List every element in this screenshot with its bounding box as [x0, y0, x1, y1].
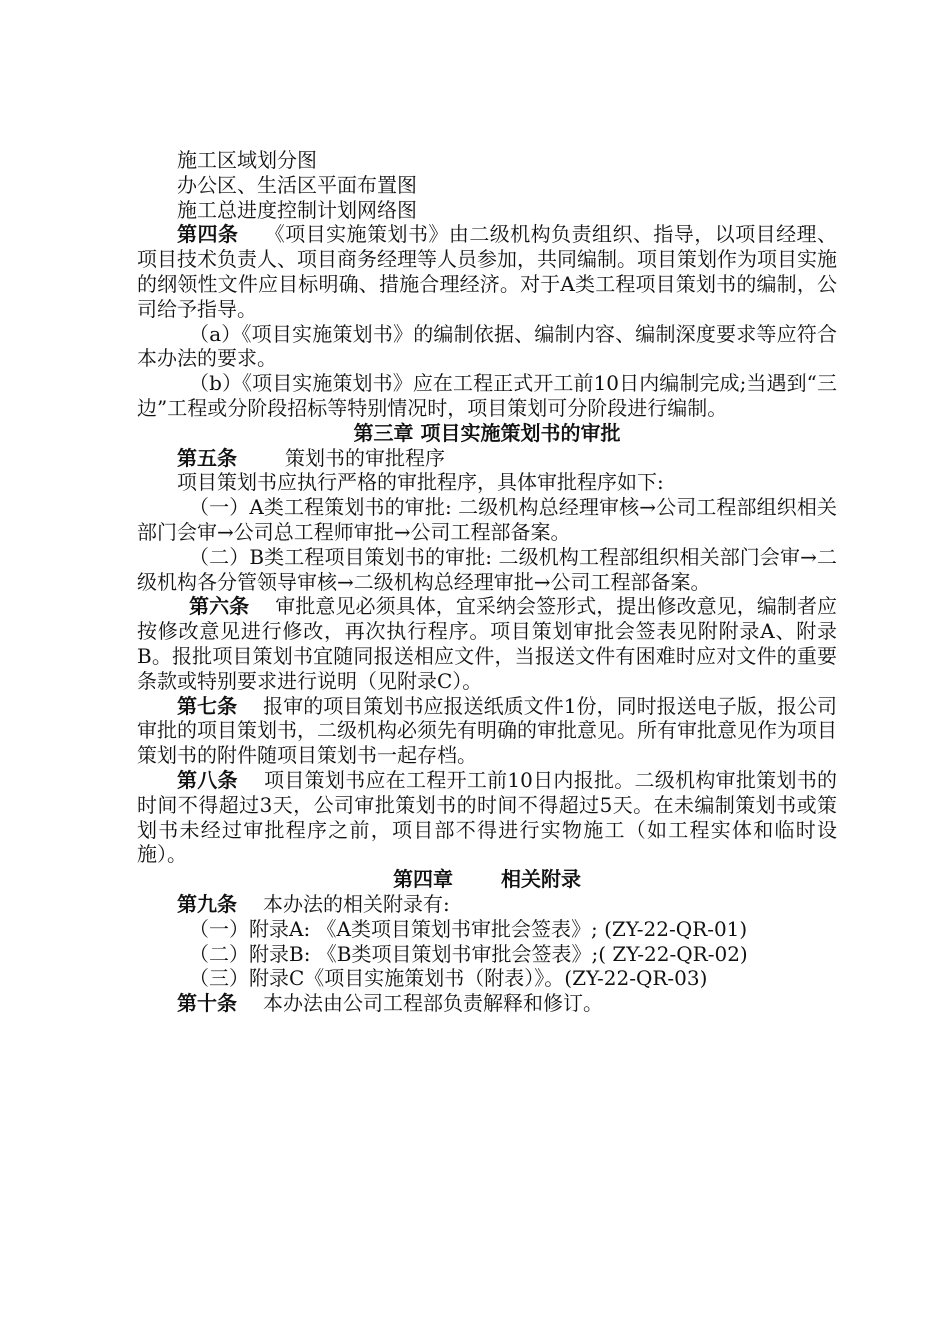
article-5 [137, 446, 837, 471]
article-5-text: 策划书的审批程序 [285, 445, 445, 470]
article-6-label: 第六条 [189, 594, 250, 619]
article-7-text: 报审的项目策划书应报送纸质文件1份，同时报送电子版，报公司审批的项目策划书，二级机构必须先有明确的审批意见。所有审批意见作为项目策划书的附件随项目策划书一起存档。 [137, 693, 837, 768]
chapter-4-heading [137, 867, 837, 892]
article-8 [137, 768, 837, 867]
article-7 [137, 694, 837, 768]
document-page [137, 148, 837, 1016]
list-line-office-layout: 办公区、生活区平面布置图 [177, 172, 417, 197]
article-10-label: 第十条 [177, 991, 237, 1016]
article-5-item-2: （二）B类工程项目策划书的审批: 二级机构工程部组织相关部门会审→二级机构各分管领导审核→二级机构总经理审批→公司工程部备案。 [137, 544, 837, 594]
article-9 [137, 892, 837, 917]
article-4-label: 第四条 [177, 222, 239, 247]
appendix-a-line: （一）附录A: 《A类项目策划书审批会签表》; (ZY-22-QR-01) [189, 916, 748, 941]
article-4-item-a: （a）《项目实施策划书》的编制依据、编制内容、编制深度要求等应符合本办法的要求。 [137, 321, 837, 371]
article-4-text: 《项目实施策划书》由二级机构负责组织、指导，以项目经理、项目技术负责人、项目商务经理等人员参加，共同编制。项目策划作为项目实施的纲领性文件应目标明确、措施合理经济。对于A类工程项目策划书的编制，公司给予指导。 [137, 222, 838, 321]
article-9-text: 本办法的相关附录有: [263, 891, 450, 916]
article-5-item-1: （一）A类工程策划书的审批: 二级机构总经理审核→公司工程部组织相关部门会审→公司总工程师审批→公司工程部备案。 [137, 495, 837, 544]
article-4-item-b: （b）《项目实施策划书》应在工程正式开工前10日内编制完成;当遇到“三边”工程或分阶段招标等特别情况时，项目策划可分阶段进行编制。 [137, 371, 837, 420]
article-10-text: 本办法由公司工程部负责解释和修订。 [263, 991, 603, 1016]
list-line-zone-plan: 施工区域划分图 [177, 148, 317, 172]
list-line-schedule-network: 施工总进度控制计划网络图 [177, 197, 417, 222]
article-4 [137, 222, 837, 321]
article-8-text: 项目策划书应在工程开工前10日内报批。二级机构审批策划书的时间不得超过3天，公司审批策划书的时间不得超过5天。在未编制策划书或策划书未经过审批程序之前，项目部不得进行实物施工（如工程实体和临时设施）。 [137, 767, 837, 867]
article-6 [137, 594, 837, 693]
article-6-text: 审批意见必须具体，宜采纳会签形式，提出修改意见，编制者应按修改意见进行修改，再次执行程序。项目策划审批会签表见附附录A、附录B。报批项目策划书宜随同报送相应文件，当报送文件有困难时应对文件的重要条款或特别要求进行说明（见附录C）。 [137, 594, 838, 693]
article-5-intro: 项目策划书应执行严格的审批程序，具体审批程序如下: [177, 470, 664, 495]
article-5-label: 第五条 [177, 445, 237, 470]
appendix-c-line: （三）附录C《项目实施策划书（附表）》。(ZY-22-QR-03) [189, 966, 708, 991]
article-9-label: 第九条 [177, 891, 237, 916]
appendix-b-line: （二）附录B: 《B类项目策划书审批会签表》;( ZY-22-QR-02) [189, 941, 748, 966]
article-8-label: 第八条 [177, 767, 238, 792]
chapter-3-heading: 第三章 项目实施策划书的审批 [353, 420, 621, 445]
chapter-4-number: 第四章 [393, 867, 453, 892]
chapter-4-title: 相关附录 [501, 867, 581, 892]
article-10 [137, 991, 837, 1016]
article-7-label: 第七条 [177, 693, 238, 718]
